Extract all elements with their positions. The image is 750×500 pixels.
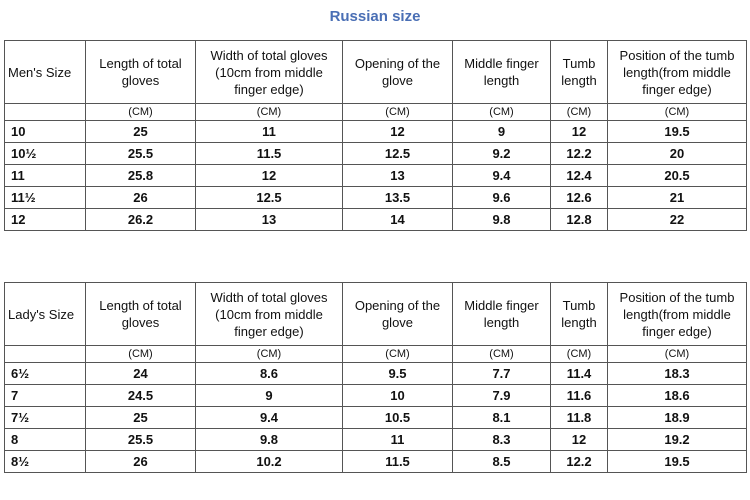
mens-rows bbox=[5, 121, 747, 231]
size-cell: 10 bbox=[5, 121, 86, 143]
value-cell: 24 bbox=[86, 363, 196, 385]
value-cell: 7.9 bbox=[453, 385, 551, 407]
header-cell: Lady's Size bbox=[5, 283, 86, 346]
header-cell: Men's Size bbox=[5, 41, 86, 104]
value-cell: 12 bbox=[196, 165, 343, 187]
size-cell: 7 bbox=[5, 385, 86, 407]
value-cell: 12.5 bbox=[196, 187, 343, 209]
value-cell: 19.5 bbox=[608, 451, 747, 473]
unit-cell: (CM) bbox=[343, 346, 453, 363]
unit-cell: (CM) bbox=[551, 104, 608, 121]
table-row bbox=[5, 143, 747, 165]
value-cell: 19.2 bbox=[608, 429, 747, 451]
page-title: Russian size bbox=[329, 8, 421, 25]
mens-size-table bbox=[4, 40, 747, 231]
size-cell: 12 bbox=[5, 209, 86, 231]
unit-row bbox=[5, 346, 747, 363]
value-cell: 11.8 bbox=[551, 407, 608, 429]
table-row bbox=[5, 165, 747, 187]
value-cell: 20 bbox=[608, 143, 747, 165]
header-cell: Opening of the glove bbox=[343, 283, 453, 346]
value-cell: 25 bbox=[86, 121, 196, 143]
value-cell: 9.5 bbox=[343, 363, 453, 385]
value-cell: 18.6 bbox=[608, 385, 747, 407]
size-cell: 11 bbox=[5, 165, 86, 187]
value-cell: 12 bbox=[343, 121, 453, 143]
value-cell: 12.4 bbox=[551, 165, 608, 187]
value-cell: 13.5 bbox=[343, 187, 453, 209]
value-cell: 26 bbox=[86, 451, 196, 473]
value-cell: 11.5 bbox=[343, 451, 453, 473]
value-cell: 9.2 bbox=[453, 143, 551, 165]
value-cell: 11.6 bbox=[551, 385, 608, 407]
value-cell: 11 bbox=[343, 429, 453, 451]
value-cell: 14 bbox=[343, 209, 453, 231]
table-row bbox=[5, 209, 747, 231]
value-cell: 9.8 bbox=[453, 209, 551, 231]
unit-cell: (CM) bbox=[551, 346, 608, 363]
value-cell: 26 bbox=[86, 187, 196, 209]
value-cell: 9 bbox=[196, 385, 343, 407]
value-cell: 12.6 bbox=[551, 187, 608, 209]
value-cell: 12.5 bbox=[343, 143, 453, 165]
size-cell: 7½ bbox=[5, 407, 86, 429]
header-cell: Width of total gloves (10cm from middle finger edge) bbox=[196, 283, 343, 346]
unit-cell: (CM) bbox=[453, 346, 551, 363]
value-cell: 10.2 bbox=[196, 451, 343, 473]
value-cell: 25 bbox=[86, 407, 196, 429]
value-cell: 9.4 bbox=[196, 407, 343, 429]
value-cell: 25.5 bbox=[86, 143, 196, 165]
unit-row bbox=[5, 104, 747, 121]
value-cell: 10.5 bbox=[343, 407, 453, 429]
size-cell: 11½ bbox=[5, 187, 86, 209]
value-cell: 22 bbox=[608, 209, 747, 231]
table-row bbox=[5, 407, 747, 429]
value-cell: 10 bbox=[343, 385, 453, 407]
header-cell: Position of the tumb length(from middle finger edge) bbox=[608, 41, 747, 104]
value-cell: 9.6 bbox=[453, 187, 551, 209]
value-cell: 9.4 bbox=[453, 165, 551, 187]
size-cell: 6½ bbox=[5, 363, 86, 385]
header-cell: Tumb length bbox=[551, 41, 608, 104]
value-cell: 13 bbox=[343, 165, 453, 187]
header-row bbox=[5, 283, 747, 346]
size-cell: 8½ bbox=[5, 451, 86, 473]
size-cell: 10½ bbox=[5, 143, 86, 165]
value-cell: 24.5 bbox=[86, 385, 196, 407]
value-cell: 25.5 bbox=[86, 429, 196, 451]
value-cell: 11 bbox=[196, 121, 343, 143]
value-cell: 21 bbox=[608, 187, 747, 209]
lady-rows bbox=[5, 363, 747, 473]
table-row bbox=[5, 187, 747, 209]
header-cell: Middle finger length bbox=[453, 283, 551, 346]
header-cell: Length of total gloves bbox=[86, 41, 196, 104]
table-row bbox=[5, 429, 747, 451]
unit-cell: (CM) bbox=[196, 104, 343, 121]
size-cell: 8 bbox=[5, 429, 86, 451]
value-cell: 8.3 bbox=[453, 429, 551, 451]
unit-cell: (CM) bbox=[608, 346, 747, 363]
value-cell: 8.1 bbox=[453, 407, 551, 429]
value-cell: 8.5 bbox=[453, 451, 551, 473]
unit-cell: (CM) bbox=[453, 104, 551, 121]
table-row bbox=[5, 121, 747, 143]
value-cell: 11.4 bbox=[551, 363, 608, 385]
value-cell: 12 bbox=[551, 121, 608, 143]
value-cell: 25.8 bbox=[86, 165, 196, 187]
header-cell: Width of total gloves (10cm from middle finger edge) bbox=[196, 41, 343, 104]
header-row bbox=[5, 41, 747, 104]
value-cell: 20.5 bbox=[608, 165, 747, 187]
header-cell: Middle finger length bbox=[453, 41, 551, 104]
unit-cell: (CM) bbox=[86, 104, 196, 121]
value-cell: 12.2 bbox=[551, 143, 608, 165]
table-row bbox=[5, 451, 747, 473]
value-cell: 12.2 bbox=[551, 451, 608, 473]
value-cell: 9.8 bbox=[196, 429, 343, 451]
value-cell: 18.3 bbox=[608, 363, 747, 385]
unit-cell: (CM) bbox=[196, 346, 343, 363]
value-cell: 8.6 bbox=[196, 363, 343, 385]
value-cell: 11.5 bbox=[196, 143, 343, 165]
value-cell: 26.2 bbox=[86, 209, 196, 231]
header-cell: Length of total gloves bbox=[86, 283, 196, 346]
unit-cell: (CM) bbox=[343, 104, 453, 121]
header-cell: Position of the tumb length(from middle finger edge) bbox=[608, 283, 747, 346]
lady-size-table bbox=[4, 282, 747, 473]
table-row bbox=[5, 363, 747, 385]
value-cell: 12.8 bbox=[551, 209, 608, 231]
header-cell: Opening of the glove bbox=[343, 41, 453, 104]
header-cell: Tumb length bbox=[551, 283, 608, 346]
table-row bbox=[5, 385, 747, 407]
unit-cell bbox=[5, 104, 86, 121]
unit-cell: (CM) bbox=[86, 346, 196, 363]
value-cell: 13 bbox=[196, 209, 343, 231]
value-cell: 7.7 bbox=[453, 363, 551, 385]
unit-cell bbox=[5, 346, 86, 363]
value-cell: 18.9 bbox=[608, 407, 747, 429]
value-cell: 19.5 bbox=[608, 121, 747, 143]
unit-cell: (CM) bbox=[608, 104, 747, 121]
value-cell: 12 bbox=[551, 429, 608, 451]
value-cell: 9 bbox=[453, 121, 551, 143]
